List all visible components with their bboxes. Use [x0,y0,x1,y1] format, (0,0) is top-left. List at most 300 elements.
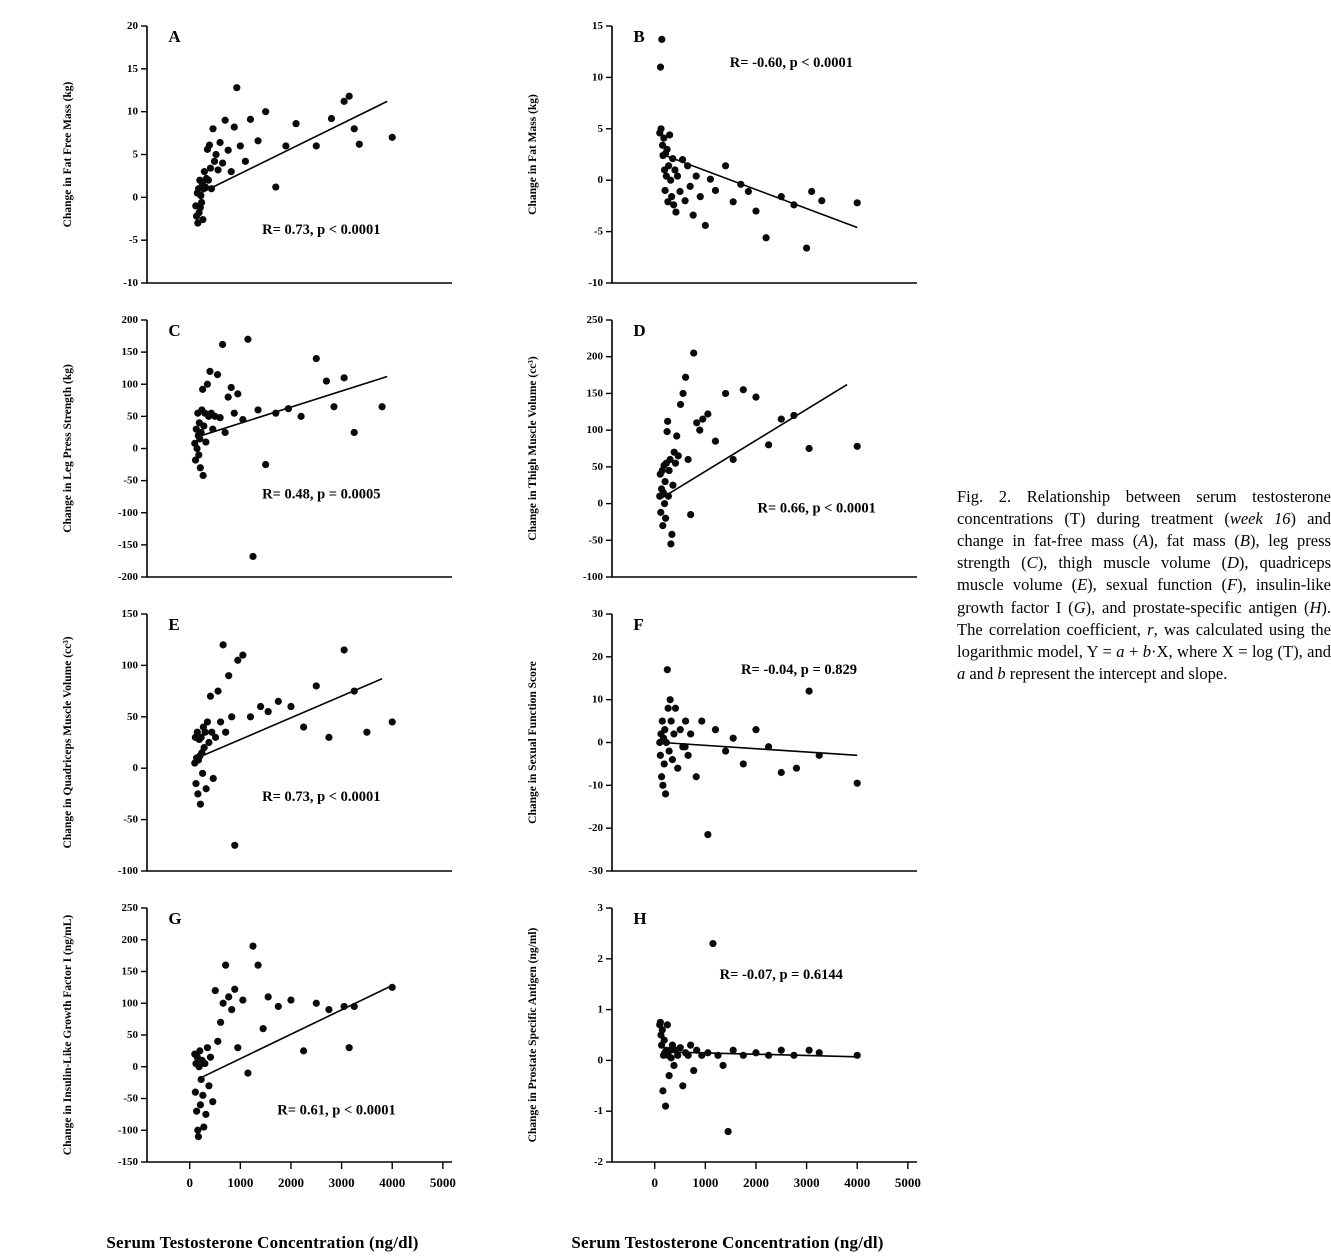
data-point [197,464,204,471]
data-point [664,1021,671,1028]
data-point [730,1047,737,1054]
data-point [816,752,823,759]
data-point [202,438,209,445]
data-point [687,511,694,518]
figure-caption [957,486,1331,685]
panel-g-chart [55,894,470,1229]
caption-text-segment: ), quadriceps muscle volume ( [957,553,1331,595]
y-tick-label: 100 [121,378,138,391]
data-point [672,208,679,215]
data-point [806,445,813,452]
data-point [254,137,261,144]
y-tick-label: 15 [127,62,138,75]
correlation-annotation: R= 0.61, p < 0.0001 [277,1102,396,1119]
data-point [671,166,678,173]
data-point [669,756,676,763]
y-tick-label: 30 [592,608,603,620]
caption-text-segment: , was calculated using the logarithmic model, Y = [957,619,1331,661]
axes-lines [147,320,452,577]
data-point [200,472,207,479]
data-point [679,390,686,397]
data-point [687,183,694,190]
data-point [687,730,694,737]
data-point [669,482,676,489]
data-point [225,672,232,679]
data-point [242,158,249,165]
data-point [204,381,211,388]
data-point [722,390,729,397]
y-tick-label: -200 [117,571,138,583]
data-point [239,996,246,1003]
caption-text-segment: ·X, where X = log (T), and [1151,641,1331,661]
data-point [363,729,370,736]
data-point [356,141,363,148]
caption-italic-segment: D [1226,553,1239,573]
data-point [247,713,254,720]
x-axis-title-left: Serum Testosterone Concentration (ng/dl) [106,1233,419,1252]
data-point [197,1101,204,1108]
y-tick-label: 100 [121,659,138,672]
scatter-plot-D [520,306,935,595]
data-point [225,394,232,401]
data-point [217,718,224,725]
data-point [685,1052,692,1059]
data-point [231,842,238,849]
data-point [666,131,673,138]
y-tick-label: 150 [586,387,603,400]
data-point [222,117,229,124]
correlation-annotation: R= -0.60, p < 0.0001 [729,55,854,72]
data-point [201,1060,208,1067]
panel-letter: H [633,909,647,928]
data-point [244,336,251,343]
data-point [668,531,675,538]
data-point [389,134,396,141]
data-point [325,1006,332,1013]
caption-text-segment: and [965,663,998,683]
y-axis-label: Change in Insulin-Like Growth Factor I (ng/mL) [62,914,74,1156]
data-point [257,703,264,710]
x-tick-label: 4000 [844,1175,871,1190]
data-point [662,515,669,522]
data-point [765,1052,772,1059]
y-axis-label: Change in Thigh Muscle Volume (cc³) [527,356,539,541]
data-point [730,198,737,205]
panel-letter: A [168,27,181,46]
panel-b-chart [520,12,935,306]
correlation-annotation: R= -0.04, p = 0.829 [740,661,858,678]
caption-italic-segment: H [1309,597,1322,617]
data-point [272,183,279,190]
caption-italic-segment: week 16 [1229,509,1291,529]
panel-letter: G [168,909,182,928]
panel-letter: C [168,321,181,340]
data-point [669,155,676,162]
y-tick-label: 0 [597,174,603,187]
data-point [659,717,666,724]
data-point [228,713,235,720]
data-point [212,987,219,994]
data-point [712,438,719,445]
data-point [672,705,679,712]
data-point [202,729,209,736]
data-point [662,1103,669,1110]
data-point [197,801,204,808]
data-point [202,183,209,190]
data-point [693,773,700,780]
data-point [679,156,686,163]
data-point [854,1052,861,1059]
caption-italic-segment: a [957,663,966,683]
data-point [661,1036,668,1043]
data-point [222,429,229,436]
data-point [670,730,677,737]
data-point [211,158,218,165]
data-point [265,708,272,715]
data-point [658,36,665,43]
data-point [192,1089,199,1096]
regression-line [197,377,387,437]
data-point [665,162,672,169]
data-point [285,405,292,412]
data-point [313,682,320,689]
data-point [209,426,216,433]
data-point [690,212,697,219]
data-point [740,1052,747,1059]
data-point [730,456,737,463]
x-tick-label: 1000 [692,1175,719,1190]
data-point [297,413,304,420]
data-point [658,773,665,780]
data-point [657,1019,664,1026]
data-point [719,1062,726,1069]
data-point [249,943,256,950]
data-point [287,996,294,1003]
y-tick-label: -100 [582,571,603,583]
data-point [292,120,299,127]
data-point [668,1054,675,1061]
data-point [778,193,785,200]
data-point [690,349,697,356]
data-point [725,1128,732,1135]
data-point [677,1044,684,1051]
data-point [664,418,671,425]
data-point [674,172,681,179]
caption-italic-segment: a [1116,641,1125,661]
caption-text-segment: ), and prostate-specific antigen ( [1085,597,1310,617]
data-point [328,115,335,122]
correlation-annotation: R= 0.73, p < 0.0001 [262,222,381,239]
left-chart-column [55,12,470,1253]
data-point [752,207,759,214]
data-point [661,726,668,733]
scatter-plot-H [520,894,935,1224]
data-point [234,1044,241,1051]
data-point [212,734,219,741]
data-point [247,116,254,123]
panel-a-chart [55,12,470,306]
data-point [675,452,682,459]
data-point [693,1047,700,1054]
data-point [207,165,214,172]
y-tick-label: 0 [132,762,138,775]
y-tick-label: -20 [588,822,603,835]
data-point [657,64,664,71]
data-point [199,770,206,777]
scatter-plot-F [520,600,935,889]
data-point [219,159,226,166]
caption-italic-segment: B [1239,531,1250,551]
caption-text-segment: Fig. 2. Relationship between serum testosterone concentrations (T) during treatment ( [957,487,1331,529]
data-point [740,386,747,393]
data-point [239,652,246,659]
data-point [681,743,688,750]
data-point [709,940,716,947]
y-tick-label: 150 [121,608,138,620]
data-point [790,412,797,419]
data-point [228,168,235,175]
data-point [854,780,861,787]
y-axis-label: Change in Fat Mass (kg) [527,94,539,215]
data-point [228,384,235,391]
y-tick-label: 10 [592,71,603,84]
data-point [659,1087,666,1094]
y-tick-label: 0 [132,191,138,204]
data-point [661,500,668,507]
y-axis-label: Change in Sexual Function Score [527,661,539,824]
data-point [704,831,711,838]
y-tick-label: -5 [128,234,138,247]
x-tick-label: 0 [186,1175,193,1190]
data-point [389,718,396,725]
data-point [702,222,709,229]
data-point [793,765,800,772]
data-point [670,201,677,208]
data-point [341,646,348,653]
data-point [657,509,664,516]
data-point [220,641,227,648]
panel-e-chart [55,600,470,894]
data-point [664,666,671,673]
y-tick-label: 1 [597,1003,603,1016]
y-tick-label: 0 [597,497,603,510]
data-point [674,765,681,772]
y-tick-label: 150 [121,965,138,978]
regression-line [662,385,847,498]
data-point [323,377,330,384]
data-point [803,244,810,251]
data-point [207,693,214,700]
y-tick-label: 10 [592,693,603,706]
y-tick-label: 50 [127,710,138,723]
caption-text-segment: ), insulin-like growth factor I ( [957,575,1331,617]
data-point [677,401,684,408]
data-point [722,162,729,169]
caption-text-segment: ). The correlation coefficient, [957,597,1331,639]
data-point [667,540,674,547]
scatter-plot-E [55,600,470,889]
data-point [690,1067,697,1074]
regression-line [662,743,857,756]
y-tick-label: -50 [123,474,138,487]
data-point [668,193,675,200]
data-point [201,168,208,175]
data-point [313,355,320,362]
data-point [231,123,238,130]
data-point [214,688,221,695]
data-point [854,443,861,450]
x-axis-title-right: Serum Testosterone Concentration (ng/dl) [571,1233,884,1252]
data-point [198,1076,205,1083]
y-tick-label: 15 [592,20,603,32]
data-point [206,368,213,375]
data-point [234,657,241,664]
data-point [765,441,772,448]
data-point [676,188,683,195]
caption-text-segment: represent the intercept and slope. [1005,663,1228,683]
data-point [234,390,241,397]
data-point [712,726,719,733]
data-point [282,142,289,149]
data-point [666,467,673,474]
data-point [212,151,219,158]
y-tick-label: 5 [132,148,138,161]
panel-letter: B [633,27,645,46]
data-point [203,785,210,792]
data-point [262,461,269,468]
x-tick-label: 3000 [328,1175,355,1190]
data-point [214,1038,221,1045]
data-point [667,696,674,703]
right-chart-column [520,12,935,1253]
data-point [351,125,358,132]
panel-f-chart [520,600,935,894]
data-point [681,197,688,204]
data-point [300,723,307,730]
data-point [222,729,229,736]
x-tick-label: 3000 [793,1175,820,1190]
data-point [389,984,396,991]
y-tick-label: -100 [117,1124,138,1137]
data-point [233,84,240,91]
data-point [197,192,204,199]
data-point [659,782,666,789]
y-tick-label: 200 [586,350,603,363]
data-point [762,234,769,241]
data-point [808,188,815,195]
data-point [313,142,320,149]
axes-lines [147,614,452,871]
data-point [313,1000,320,1007]
y-tick-label: -50 [123,813,138,826]
x-tick-label: 5000 [429,1175,456,1190]
y-tick-label: 0 [597,1054,603,1067]
data-point [661,760,668,767]
data-point [806,1047,813,1054]
data-point [217,1019,224,1026]
caption-text-segment: ), thigh muscle volume ( [1037,553,1227,573]
data-point [684,162,691,169]
data-point [672,460,679,467]
scatter-plot-G [55,894,470,1224]
data-point [664,428,671,435]
data-point [287,703,294,710]
data-point [197,429,204,436]
panel-d-chart [520,306,935,600]
data-point [204,1044,211,1051]
data-point [668,717,675,724]
data-point [198,199,205,206]
data-point [206,141,213,148]
data-point [752,726,759,733]
y-tick-label: 250 [586,314,603,326]
caption-italic-segment: C [1026,553,1038,573]
data-point [696,427,703,434]
data-point [790,1052,797,1059]
data-point [351,429,358,436]
data-point [661,187,668,194]
caption-text-segment: + [1124,641,1143,661]
y-tick-label: 100 [121,997,138,1010]
data-point [778,416,785,423]
data-point [225,993,232,1000]
data-point [195,1133,202,1140]
data-point [199,216,206,223]
x-tick-label: 2000 [742,1175,769,1190]
data-point [209,125,216,132]
panel-letter: D [633,321,646,340]
data-point [351,688,358,695]
caption-italic-segment: b [997,663,1006,683]
data-point [210,775,217,782]
data-point [194,790,201,797]
y-tick-label: -10 [588,277,603,289]
data-point [854,199,861,206]
data-point [330,403,337,410]
y-tick-label: 200 [121,933,138,946]
data-point [216,414,223,421]
data-point [657,752,664,759]
data-point [659,522,666,529]
y-axis-label: Change in Quadriceps Muscle Volume (cc³) [62,636,74,849]
y-tick-label: -10 [123,277,138,289]
data-point [195,451,202,458]
panel-letter: E [168,615,180,634]
data-point [219,341,226,348]
data-point [666,1072,673,1079]
scatter-plot-B [520,12,935,301]
y-tick-label: 3 [597,902,603,914]
data-point [205,739,212,746]
y-tick-label: 150 [121,346,138,359]
data-point [228,1006,235,1013]
data-point [237,142,244,149]
caption-text-segment: ), sexual function ( [1087,575,1227,595]
data-point [239,416,246,423]
data-point [730,735,737,742]
panel-h-chart [520,894,935,1229]
caption-text-segment: ), fat mass ( [1148,531,1240,551]
data-point [346,1044,353,1051]
data-point [378,403,385,410]
data-point [260,1025,267,1032]
data-point [205,177,212,184]
data-point [664,146,671,153]
y-axis-label: Change in Leg Press Strength (kg) [62,364,74,533]
axes-lines [147,26,452,283]
caption-italic-segment: r [1147,619,1154,639]
y-tick-label: -30 [588,865,603,877]
